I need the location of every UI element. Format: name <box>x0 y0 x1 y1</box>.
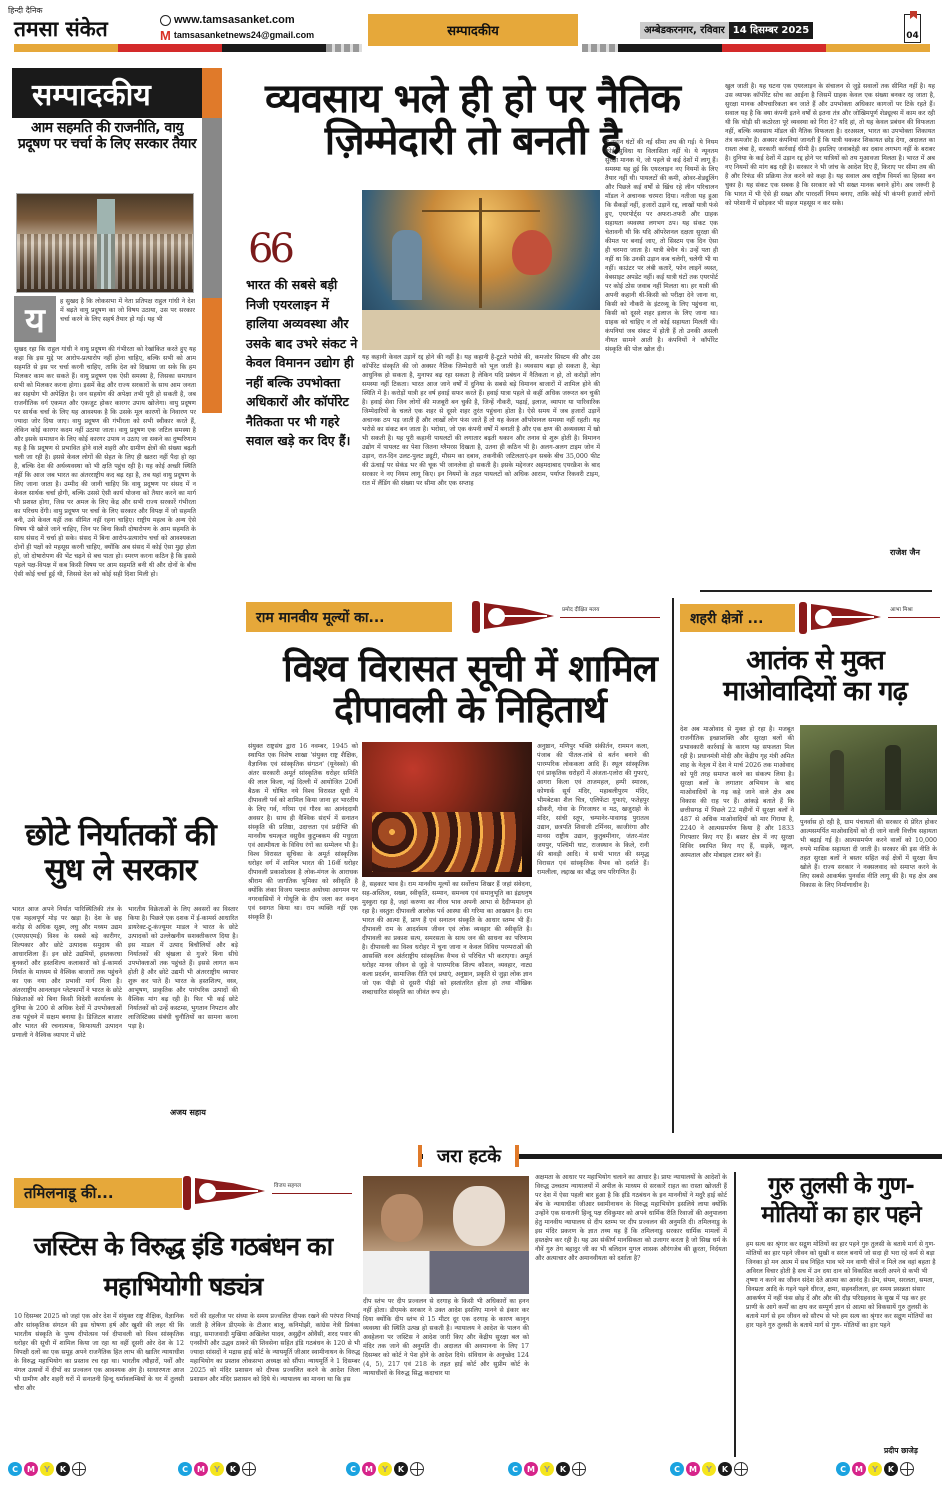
cmyk-dot-k: K <box>718 1462 732 1476</box>
cmyk-dot-c: C <box>670 1462 684 1476</box>
tamilnadu-col2: घरों की दहलीज पर संध्या के समय प्रज्वलित दीपक रखने की परंपरा निभाई जाती है लेकिन डीएमके के टीआर बालू, कनिमोझी, कांग्रेस नेत्री प्रियंका वाड्रा, समाजवादी मुखिया अखिलेश यादव, असुद्दीन ओवैसी, शरद पवार की एनसीपी और उद्धव ठाकरे की शिवसेना सहित इंडि गठबंधन के 120 से भी ज्यादा सांसदों ने मद्रास हाई कोर्ट के न्यायमूर्ति जीआर स्वामीनाथन के विरुद्ध महाभियोग का प्रस्ताव लोकसभा अध्यक्ष को सौंपा। न्यायमूर्ति ने 1 दिसम्बर 2025 को मंदिर प्रशासन को दीपक प्रज्वलित करने के आदेश जिला प्रशासन और मंदिर प्रशासन को दिये थे। न्यायालय का मानना था कि इस <box>190 1313 360 1383</box>
book-base <box>362 310 600 350</box>
cmyk-dot-k: K <box>556 1462 570 1476</box>
tulsi-author: प्रदीप छाजेड़ <box>884 1446 918 1455</box>
tagline: हिन्दी दैनिक <box>8 6 43 15</box>
cmyk-dot-m: M <box>362 1462 376 1476</box>
tamilnadu-headline: जस्टिस के विरुद्ध इंडि गठबंधन का महाभियोगी षड्यंत्र <box>33 1232 333 1302</box>
globe-icon <box>160 15 171 26</box>
cmyk-dot-k: K <box>56 1462 70 1476</box>
registration-mark-icon <box>734 1462 748 1476</box>
cmyk-dot-m: M <box>24 1462 38 1476</box>
diwali-headline: विश्व विरासत सूची में शामिल दीपावली के निहितार्थ <box>283 647 657 732</box>
lead-col3: खुल जाती है। यह घटना एक एयरलाइन के संचालन से जुड़े सवालों तक सीमित नहीं है। यह उस व्यापक कॉर्पोरेट सोच का आईना है जिसमें ग्राहक केवल एक संख्या बनकर रह जाता है, सुरक्षा मानक औपचारिकता बन जाते हैं और उपभोक्ता अधिकार कागजों पर टिके रहते हैं। सवाल यह है कि क्या कंपनी इतने वर्षों से इतना तंत्र और जोखिमपूर्ण शेड्यूल्स में काम कर रही थी कि थोड़ी सी कठोरता पूरे व्यवस्था को गिरा दे? यदि हां, तो यह केवल प्रबंधन की विफलता नहीं, बल्कि व्यवसाय मॉडल की नैतिक विफलता है। दरअसल, भारत का उपभोक्ता शिकायत तंत्र कमजोर है। अक्सर कंपनियां जानती हैं कि यात्री थककर शिकायत छोड़ देगा, अदालत का रास्ता लंबा है, सरकारी कार्रवाई धीमी है। इसलिए जवाबदेही का दबाव लगभग नहीं के बराबर है। दुनिया के कई देशों में उड़ान रद्द होने पर यात्रियों को तय मुआवजा मिलता है। भारत में अब नए नियमों की मांग बढ़ रही है। सरकार ने भी जांच के आदेश दिए हैं, किराए पर सीमा तय की है और रिफंड की प्रक्रिया तेज करने को कहा है। यह सवाल अब राष्ट्रीय विमर्श का हिस्सा बन चुका है। यह संकट एक सबक है कि सरकार को भी सख्त मानक बनाने होंगे। अब जरूरी है कि भारत में भी ऐसे ही सख्त और पारदर्शी नियम बनाए, ताकि कोई भी कंपनी हजारों लोगों को परेशानी में छोड़कर भी सहज महसूस न कर सके। <box>725 83 935 207</box>
cmyk-dot-c: C <box>178 1462 192 1476</box>
exporters-headline: छोटे निर्यातकों की सुध ले सरकार <box>25 817 216 888</box>
byline-rule <box>272 1193 352 1194</box>
quote-mark: 66 <box>248 226 291 272</box>
cmyk-dot-y: Y <box>868 1462 882 1476</box>
lead-author: राजेश जैन <box>890 547 920 557</box>
cmyk-dot-c: C <box>508 1462 522 1476</box>
pen-nib-icon <box>799 602 889 634</box>
cmyk-group <box>670 1462 748 1476</box>
zara-hatke-label: जरा हटके <box>423 1143 515 1169</box>
tamilnadu-col4: अक्षमता के आधार पर महाभियोग चलाने का आधार है। प्रायः न्यायालयों के आदेशों के विरुद्ध उच्चतम न्यायालयों में अपील के माध्यम से सरकारें राहत का रास्ता खोजती हैं पर देश में ऐसा पहली बार हुआ है कि इंडि गठबंधन के इन माननीयों ने मदुरै हाई कोर्ट बेंच के न्यायाधीश जीआर स्वामीनाथन के विरुद्ध महाभियोग इसलिये लाया क्योंकि उन्होंने एक सनातनी हिन्दू पक्ष रविकुमार को अपने धार्मिक रीति रिवाजों की अनुपालना हेतु मानवीय न्यायालय से दीप स्तम्भ पर दीप प्रज्वलन की अनुमति दी। तमिलनाडु के इस मंदिर प्रकरण के ज्ञात तथ्य यह हैं कि तमिलनाडु सरकार धार्मिक मामलों में हस्तक्षेप कर रही है। यह उस संकीर्ण मानसिकता को उजागर करता है जो सिख धर्म के नौवें गुरु तेग बहादुर जी का भी बलिदान मुगल शासक औरंगजेब की क्रूरता, निर्दयता और अत्याचार और अमानवीयता को दर्शाता है? <box>535 1174 727 1262</box>
dropcap: य <box>14 296 56 342</box>
maoist-kicker: शहरी क्षेत्रों ... <box>680 604 795 632</box>
stripe-gold-right <box>826 44 930 52</box>
editorial-lead: ह सुखद है कि लोकसभा में नेता प्रतिपक्ष राहुल गांधी ने देश में बढ़ते वायु प्रदूषण का जो विषय उठाया, उस पर सरकार चर्चा करने के लिए सहर्ष तैयार हो गई। यह भी <box>60 298 195 323</box>
stripe-black <box>222 44 326 52</box>
registration-mark-icon <box>72 1462 86 1476</box>
page-number <box>904 14 921 43</box>
editorial-headline: आम सहमति की राजनीति, वायु प्रदूषण पर चर्चा के लिए सरकार तैयार <box>17 120 197 153</box>
grey-accent-bar <box>202 118 222 298</box>
parliament-photo <box>16 193 194 293</box>
orange-bracket-left <box>418 1145 422 1167</box>
cmyk-dot-y: Y <box>40 1462 54 1476</box>
lead-headline: व्यवसाय भले ही हो पर नैतिक ज़िम्मेदारी तो बनती है <box>265 76 680 164</box>
tamilnadu-byline: विजय सहगल <box>274 1183 301 1189</box>
byline-rule <box>560 617 660 618</box>
heart-shape <box>512 230 552 275</box>
diwali-col3: अनुष्ठान, मणिपुर भक्ति संकीर्तन, राममन कला, पंजाब की पीतल-तांबे से बर्तन बनाने की पारम्परिक लोककला आदि हैं। स्थूल सांस्कृतिक एवं प्राकृतिक धरोहरों में अंजता-एलोरा की गुफाएं, आगरा किला एवं ताजमहल, हम्पी स्मारक, कोणार्क सूर्य मंदिर, महाबलीपुरम मंदिर, भीमबेटका शैल चित्र, एलिफेंटा गुफाएं, फतेहपुर सीकरी, गोवा के गिरजाघर व मठ, खजुराहो के मंदिर, सांची स्तूप, चम्पानेर-पावागढ़ पुरातत्व उद्यान, छत्रपति शिवाजी टर्मिनस, काजीरंगा और मानस राष्ट्रीय उद्यान, कुतुबमीनार, जंतर-मंतर जयपुर, पश्चिमी घाट, राजस्थान के किले, रानी की बावड़ी आदि। ये सभी भारत की समृद्ध विरासत एवं सांस्कृतिक वैभव को दर्शाते हैं। रामलीला, लद्दाख का बौद्ध जप परिगणित हैं। <box>537 743 649 876</box>
exporters-col2: भारतीय विक्रेताओं के लिए अवसरों का विस्तार किया है। पिछले एक दशक में ई-कामर्स आधारित डायरेक्ट-टू-कंज्यूमर माडल ने भारत के छोटे उत्पादकों को उल्लेखनीय सशक्तीकरण दिया है। इस माडल में उत्पाद बिचौलियों और बड़े निर्यातकों की श्रृंखला से गुजरे बिना सीधे उपभोक्ताओं तक पहुंचते हैं। इससे लागत कम होती है और छोटे उद्यमी भी अंतरराष्ट्रीय व्यापार शुरू कर पाते हैं। भारत के हस्तशिल्प, वस्त्र, आभूषण, प्राकृतिक और पारंपरिक उत्पादों की वैश्विक मांग बढ़ रही है। फिर भी कई छोटे निर्यातकों को उन्हें कस्टम्स, भुगतान निपटान और लाजिस्टिक्स संबंधी चुनौतियों का सामना करना पड़ा है। <box>128 906 238 1030</box>
column-rule <box>672 598 674 1133</box>
cmyk-group <box>346 1462 424 1476</box>
maoist-col2: पुनर्वास हो रही है, ग्राम पंचायतों की सरकार से प्रेरित होकर आत्मसमर्पित माओवादियों को दी जाने वाली वित्तीय सहायता भी बढ़ाई गई है। आत्मसमर्पण करने वालों को 10,000 रुपये मासिक सहायता दी जाती है। सरकार की इस नीति के तहत सुरक्षा बलों ने बस्तर सहित कई क्षेत्रों में सुरक्षा कैंप खोले हैं। राज्य सरकार ने नक्सलवाद को समाप्त करने के लिए सबसे आकर्षक पुनर्वास नीति लागू की है। यह क्षेत्र अब विकास के लिए निर्माणाधीन है। <box>800 819 937 889</box>
page-number-text: 04 <box>906 31 919 41</box>
cmyk-dot-k: K <box>394 1462 408 1476</box>
section-tab: सम्पादकीय <box>368 14 578 46</box>
issue-date: 14 दिसम्बर 2025 <box>729 22 813 39</box>
registration-mark-icon <box>410 1462 424 1476</box>
soldier-1 <box>830 750 844 810</box>
tulsi-headline: गुरु तुलसी के गुण-मोतियों का हार पहने <box>761 1173 921 1228</box>
place-day: अम्बेडकरनगर, रविवार <box>640 22 729 39</box>
stripe-red-right <box>722 44 826 52</box>
tamilnadu-col1: 10 दिसम्बर 2025 को जहां एक ओर देश में संयुक्त राष्ट्र शैक्षिक, वैज्ञानिक और सांस्कृतिक संगठन की इस घोषणा हर्ष और खुशी की लहर थी कि भारतीय संस्कृति के पुण्य दीपोत्सव पर्व दीपावली को विश्व सांस्कृतिक धरोहर की सूची में शामिल किया जा रहा था वहीं दूसरी ओर देश के 12 विपक्षी दलों का एक समूह अपने राजनैतिक हित लाभ की खातिर न्यायाधीश के विरुद्ध महाभियोग का प्रस्ताव रच रहा था। भारतीय त्यौहारों, पर्वों और मंगल उत्सवों में दीपों का प्रज्वलन एक आवश्यक अंग है। साधारणतः आज भी ग्रामीण और शहरी घरों में सनातनी हिन्दू धर्मावलम्बियों के घर में तुलसी चौरा और <box>14 1313 184 1392</box>
column-rule-bottom <box>734 1172 736 1457</box>
tamilnadu-col3: दीप स्तंभ पर दीप प्रज्वलन से दरगाह के किसी भी अधिकारों का हनन नहीं होता। डीएमके सरकार ने उक्त आदेश इसलिए मानने से इंकार कर दिया क्योंकि दीप स्तंभ से 15 मीटर दूर एक दरगाह के कारण कानून व्यवस्था की स्थिति उत्पन्न हो सकती है। न्यायालय ने आदेश के पालन की अवहेलना पर जस्टिस ने आदेश जारी किए और केंद्रीय सुरक्षा बल को मंदिर तक जाने की अनुमति दी। अदालत की अवमानना के लिए 17 दिसम्बर को कोर्ट ने पेश होने के आदेश दिये। संविधान के अनुच्छेद 124 (4, 5), 217 एवं 218 के तहत हाई कोर्ट और सुप्रीम कोर्ट के न्यायाधीशों के विरुद्ध सिद्ध कदाचार या <box>363 1298 529 1377</box>
exporters-author: अजय सहाय <box>170 1107 206 1117</box>
cmyk-dot-c: C <box>8 1462 22 1476</box>
attire <box>363 1251 529 1294</box>
pen-nib-icon <box>472 601 562 633</box>
cmyk-dot-y: Y <box>540 1462 554 1476</box>
diyas <box>372 812 522 872</box>
orange-bracket-right <box>515 1145 519 1167</box>
cmyk-dot-c: C <box>836 1462 850 1476</box>
maoist-byline: आभा मिश्रा <box>890 607 913 613</box>
masthead <box>0 0 945 54</box>
cmyk-group <box>178 1462 256 1476</box>
diwali-byline: प्रमोद दीक्षित मलय <box>562 607 600 613</box>
justice-figure <box>392 230 422 300</box>
registration-mark-icon <box>900 1462 914 1476</box>
registration-mark-icon <box>572 1462 586 1476</box>
cmyk-dot-k: K <box>226 1462 240 1476</box>
stripe-black-right <box>618 44 722 52</box>
ethics-illustration <box>362 190 600 350</box>
maoist-headline: आतंक से मुक्त माओवादियों का गढ़ <box>723 645 907 708</box>
cmyk-dot-k: K <box>884 1462 898 1476</box>
pen-nib-icon <box>183 1176 273 1210</box>
tulsi-poem: हम सत्य का श्रृंगार कर सद्गुण मोतियों का हार पहने गुरु तुलसी के बताये मार्ग से गुण- मोतियों का हार पहने जीवन को सुखी व सरल बनायें जो सदा ही भरा रहे कर्म से बड़ा जिनका हो मन आत्म में सब निहित भाव भरे मन वाणी चीजें न मिले तब वहां बहता है अविरल विचार होती है सच में उन दया दान को विकसित करती अपने से कभी भी तृष्णा न करने का जीवन संदेश देते आत्मा का आनंद है। प्रेम, संयम, सरलता, समता, विनम्रता आदि के गहने पहने धीरज, क्षमा, सहनशीलता, हर समय प्रसन्नता संसार आकर्षण में नहीं फंस छोड़ दें और और की दौड़ परिग्रहवाद के सुख में पड़ कर हर प्राणी के आगे कर्मों का क्षय कर सम्पूर्ण ज्ञान से आत्मा को विकसायें गुरु तुलसी के बताये मार्ग से हम जीवन को सौरभ से भरे हम सत्य का श्रृंगार कर सद्गुण मोतियों का हार पहने गुरु तुलसी के बताये मार्ग से गुण- मोतियों का हार पहने <box>746 1241 936 1329</box>
diwali-col1: संयुक्त राष्ट्रसंघ द्वारा 16 नवम्बर, 1945 को स्थापित एक विशेष शाखा 'संयुक्त राष्ट्र शैक्षिक, वैज्ञानिक एवं सांस्कृतिक संगठन' (यूनेस्को) की अंतर सरकारी अमूर्त सांस्कृतिक धरोहर समिति की लाल किला, नई दिल्ली में आयोजित 20वीं बैठक में घोषित नये विश्व विरासत सूची में दीपावली पर्व को शामिल किया जाना हर भारतीय के लिए गर्व, गरिमा एवं गौरव का आनंददायी अवसर है। साथ ही वैश्विक संदर्भ में सनातन संस्कृति की प्रतिष्ठा, उदात्तता एवं प्रदीप्ति की मानवीय चमत्कृत वसुधैव कुटुम्बकम की मधुरता एवं आत्मीयता के विविध रंगों का सम्मेलन भी है। विश्व विरासत सूचिका के अमूर्त सांस्कृतिक धरोहर वर्ग में शामिल भारत की 16वीं धरोहर दीपावली प्रकाशोत्सव है लोक-मंगल के आराधक श्रीराम की जागतिक भूमिका को स्वीकृति है क्योंकि लंका विजय पश्चात अयोध्या आगमन पर नगरवासियों ने गोधूलि के दीप जला कर वन्दन एवं स्वागत किया था। राम व्यक्ति नहीं एक संस्कृति हैं। <box>248 743 358 921</box>
stripe-gold <box>14 44 118 52</box>
parliament-leaders-photo <box>363 1176 529 1294</box>
cmyk-group <box>8 1462 86 1476</box>
cmyk-dot-m: M <box>194 1462 208 1476</box>
divider-line <box>700 590 932 592</box>
orange-accent-bar-lower <box>202 298 222 413</box>
cmyk-group <box>508 1462 586 1476</box>
lead-col2: में उड़ान घंटों की नई सीमा तय की गई। ये नियम कोई सुविधा या विलासिता नहीं थे। ये न्यूनतम सुरक्षा मानक थे, जो पहले से कई देशों में लागू हैं। समस्या यह हुई कि एयरलाइन नए नियमों के लिए तैयार नहीं थी। पायलटों की कमी, ओवर-शेड्यूलिंग और पिछले कई वर्षों से खिंच रहे लीन परिचालन मॉडल ने अचानक चरमरा दिया। नतीजा यह हुआ कि सैकड़ों नहीं, हजारों उड़ानें रद्द, लाखों यात्री फंसे हुए, एयरपोर्ट्स पर अफरा-तफरी और ग्राहक सहायता व्यवस्था लगभग ठप। यह संकट एक चेतावनी थी कि यदि ऑपरेशनल दक्षता सुरक्षा की कीमत पर बनाई जाए, तो सिस्टम एक दिन ऐसा ही चरमरा जाता है। यात्री बेचैन थे। उन्हें पता ही नहीं था कि उनकी उड़ान कब चलेगी, चलेगी भी या नहीं। काउंटर पर लंबी कतारें, फोन लाइनें व्यस्त, वेबसाइट अपडेट नहीं। कई यात्री घंटों तक एयरपोर्ट पर कोई ठोस जवाब नहीं मिलता था। हर यात्री की अपनी कहानी थी-किसी को परीक्षा देने जाना था, किसी को नौकरी के इंटरव्यू के लिए पहुंचना था, किसी को दूसरे शहर इलाज के लिए जाना था। ग्राहक को चाहिए न तो कोई सहायता मिलती थी। कंपनियां जब संकट में होती हैं तो उनकी असली नीयत सामने आती है। कंपनियों ने कॉर्पोरेट संस्कृति की पोल खोल दी। <box>605 139 718 353</box>
crowd <box>17 234 193 289</box>
cmyk-dot-m: M <box>852 1462 866 1476</box>
person-1-face <box>381 1194 423 1242</box>
email-link[interactable]: tamsasanketnews24@gmail.com <box>173 30 315 40</box>
maoist-col1: देश अब माओवाद से मुक्त हो रहा है। मजबूत राजनीतिक इच्छाशक्ति और सुरक्षा बलों की प्रभावकारी कार्रवाई के कारण यह सफलता मिल रही है। प्रधानमंत्री मोदी और केंद्रीय गृह मंत्री अमित शाह के नेतृत्व में देश ने मार्च 2026 तक माओवाद को पूरी तरह समाप्त करने का संकल्प लिया है। सुरक्षा बलों के लगातार अभियान के बाद माओवादियों के गढ़ कहे जाने वाले क्षेत्र अब विकास की राह पर हैं। आंकड़े बताते हैं कि छत्तीसगढ़ में पिछले 22 महीनों में सुरक्षा बलों ने 487 से अधिक माओवादियों को मार गिराया है, 2240 ने आत्मसमर्पण किया है और 1833 गिरफ्तार किए गए हैं। बस्तर क्षेत्र में नए सुरक्षा शिविर स्थापित किए गए हैं, सड़कें, स्कूल, अस्पताल और मोबाइल टावर बने हैं। <box>680 726 794 859</box>
cmyk-group <box>836 1462 914 1476</box>
security-forces-photo <box>800 725 937 815</box>
tamilnadu-kicker: तमिलनाडू की... <box>14 1178 182 1208</box>
cmyk-dot-y: Y <box>702 1462 716 1476</box>
diya-photo <box>362 742 532 877</box>
website-row <box>160 14 295 27</box>
registration-mark-icon <box>242 1462 256 1476</box>
cmyk-dot-m: M <box>524 1462 538 1476</box>
gmail-icon: M <box>160 28 171 43</box>
editorial-body: सुखद रहा कि राहुल गांधी ने वायु प्रदूषण की गंभीरता को रेखांकित करते हुए यह कहा कि इस मुद्दे पर आरोप-प्रत्यारोप नहीं होना चाहिए, बल्कि सभी को आम सहमति से इस पर चर्चा करनी चाहिए, ताकि देश को दिखाया जा सके कि हम मिलकर काम कर सकते हैं। वायु प्रदूषण एक ऐसी समस्या है, जिसका समाधान सभी को मिलकर करना होगा। इसमें केंद्र और राज्य सरकारों के साथ आम जनता का सहयोग भी अपेक्षित है। जन सहयोग की अपेक्षा तभी पूरी हो सकती है, जब राजनीतिक वर्ग एकमत और एकजुट होकर कारगर उपाय खोजेगा। वायु प्रदूषण पर सार्थक चर्चा के लिए यह आवश्यक है कि उसके मूल कारणों के निवारण पर ज्यादा जोर दिया जाए। वायु प्रदूषण की गंभीरता को सभी स्वीकार करते हैं, लेकिन कोई कारगर कदम नहीं उठाया जाता। वायु प्रदूषण एक जटिल समस्या है और इसके समाधान के लिए कोई कारगर उपाय न उठाए जा सकने का दुष्परिणाम यह है कि प्रदूषण से प्रभावित होने वाले शहरी और ग्रामीण क्षेत्रों की संख्या बढ़ती चली जा रही है। इससे केवल लोगों की सेहत के लिए ही खतरा नहीं पैदा हो रहा है, बल्कि देश की अर्थव्यवस्था को भी क्षति पहुंच रही है। यह कोई अच्छी स्थिति नहीं कि आज जब भारत का अंतरराष्ट्रीय कद बढ़ रहा है, तब यहां वायु प्रदूषण के लिए जाना जाता है। उम्मीद की जानी चाहिए कि वायु प्रदूषण पर संसद में न केवल सार्थक चर्चा होगी, बल्कि उससे ऐसी कार्य योजना को तैयार करने का मार्ग भी प्रशस्त होगा, जिस पर अमल के लिए केंद्र और सभी राज्य सरकारें गंभीरता का परिचय देंगी। वायु प्रदूषण पर चर्चा के लिए सरकार और विपक्ष में जो सहमति बनी, उसे केवल यहीं तक सीमित नहीं रहना चाहिए। राष्ट्रीय महत्व के अन्य ऐसे विषय भी खोजे जाने चाहिए, जिन पर बिना किसी दोषारोपण के आम सहमति के साथ संसद में चर्चा हो सके। संसद में बिना आरोप-प्रत्यारोप चर्चा को आवश्यकता दोनों ही पक्षों को महसूस करनी चाहिए, क्योंकि अब संसद में कोई ऐसा मुद्दा होता हो, जो दोषारोपण की भेंट चढ़ने से बच पाता हो। स्मरण करना कठिन है कि इससे पहले पक्ष-विपक्ष में कब किसी विषय पर आम सहमति बनी थी और दोनों के बीच ऐसी कोई चर्चा हुई थी, जिससे देश को कोई सही दिशा मिली हो। <box>14 346 196 578</box>
lead-col1: यह कहानी केवल उड़ानें रद्द होने की नहीं है। यह कहानी है-टूटते भरोसे की, कमजोर सिस्टम की और उस कॉर्पोरेट संस्कृति की जो अक्सर नैतिक जिम्मेदारी को भूल जाती है। व्यवसाय बढ़ा हो सकता है, बेड़ा आधुनिक हो सकता है, मुनाफा बढ़ रहा सकता है लेकिन यदि प्रबंधन में नैतिकता न हो, तो करोड़ों लोग समस्या नहीं टिकता। भारत आज जाने वर्षों में दुनिया के सबसे बड़े विमानन बाजारों में शामिल होने की स्थिति में है। करोड़ों यात्री हर वर्ष हवाई सफर करते हैं। हवाई यात्रा पहले से कहीं अधिक जरूरत बन चुकी है। हवाई सेवा जिन लोगों की मजबूरी बन चुकी है, जिन्हें नौकरी, पढ़ाई, इलाज, व्यापार या पारिवारिक जिम्मेदारियों के चलते एक शहर से दूसरे शहर तुरंत पहुंचना होता है। ऐसे समय में जब हजारों उड़ानें अचानक ठप पड़ जाती हैं और लाखों लोग फंस जाते हैं तो यह केवल ऑपरेशनल समस्या नहीं रहती। यह भरोसे का संकट बन जाता है। भरोसा, जो एक कंपनी वर्षों में बनाती है और एक क्षण की अव्यवस्था में खो भी सकती है। यह पूरी कहानी पायलटों की लगातार बढ़ती थकान और तनाव से शुरू होती है। विमानन उद्योग में पायलट का पेशा जितना ग्लैमरस दिखता है, उतना ही कठिन भी है। अलग-अलग टाइम जोन में उड़ान, रात-दिन उलट-पुलट ड्यूटी, मौसम का दबाव, तकनीकी जटिलताएं-इन सबके बीच 35,000 फीट की ऊंचाई पर सेकंड भर की चूक भी जानलेवा हो सकती है। इसके मद्देनजर अहमदाबाद एयरक्रैश के बाद सरकार ने नए नियम लागू किए। इन नियमों के तहत पायलटों को अधिक आराम, पर्याप्त रिकवरी टाइम, रात में लैंडिंग की संख्या पर सीमा और एक सप्ताह <box>362 354 600 487</box>
website-link[interactable]: www.tamsasanket.com <box>174 14 295 26</box>
stripe-red <box>118 44 222 52</box>
editorial-label: सम्पादकीय <box>12 68 202 118</box>
cmyk-dot-m: M <box>686 1462 700 1476</box>
cmyk-dot-y: Y <box>210 1462 224 1476</box>
diwali-kicker: राम मानवीय मूल्यों का... <box>246 602 452 632</box>
stripe-grey-right <box>582 44 618 52</box>
cmyk-dot-y: Y <box>378 1462 392 1476</box>
dateline <box>640 22 813 39</box>
cmyk-dot-c: C <box>346 1462 360 1476</box>
byline-rule <box>888 617 940 618</box>
email-row <box>160 29 314 42</box>
scale-pole <box>479 198 482 308</box>
diwali-col2: है, सहकार भाव है। राम मानवीय मूल्यों का सर्वोत्तम शिखर हैं जहां संवेदना, सह-अस्तित्व, सख्य, स्वीकृति, सम्मान, समन्वय एवं समानुभूति का इंद्रधनुष मुस्कुरा रहा है, जहां करुणा का नीरव भाव अपनी आभा से दैदीप्यमान हो रहा है। वस्तुतः दीपावली आलोक पर्व आस्था की गरिमा का आख्यान है। राम भारत की आत्मा हैं, प्राण हैं एवं सनातन संस्कृति के आधार स्तम्भ भी हैं। दीपावली राम के आदर्शमय जीवन एवं लोक व्यवहार की स्वीकृति है। दीपावली का प्रकाश सत्य, समरसता के साथ जन की साधना का परिणाम है। दीपावली का विश्व धरोहर में चुना जाना न केवल विविध परम्पराओं की आसक्ति वरन अंर्तराष्ट्रीय सांस्कृतिक वैभव से परिचित भी कराएगा। अमूर्त धरोहर मानव जीवन से जुड़े वे पारम्परिक शिल्प कौशल, व्यवहार, नाट्य कला प्रदर्शन, सामाजिक रीति एवं प्रथाएं, अनुष्ठान, प्रकृति से जुड़ा लोक ज्ञान जो एक पीढ़ी से दूसरी पीढ़ी को हस्तांतरित होता हो तथा मौखिक शब्दाधारित संस्कृति का जीवंत रूप हो। <box>362 881 532 996</box>
pull-quote: भारत की सबसे बड़ी निजी एयरलाइन में हालिया अव्यवस्था और उसके बाद उभरे संकट ने केवल विमानन उद्योग ही नहीं बल्कि उपभोक्ता अधिकारों और कॉर्पोरेट नैतिकता पर भी गहरे सवाल खड़े कर दिए हैं। <box>246 277 358 448</box>
soldier-2 <box>885 745 901 810</box>
exporters-col1: भारत आज अपने निर्यात पारिस्थितिकी तंत्र के एक महत्वपूर्ण मोड़ पर खड़ा है। देश के छह करोड़ से अधिक सूक्ष्म, लघु और मध्यम उद्यम (एमएसएमई) विश्व के सबसे बड़े कारीगर, शिल्पकार और छोटे उत्पादक समुदाय की आधारशिला हैं। इन छोटे उद्यमियों, हस्तकरघा बुनकरों और हस्तशिल्प कलाकारों को ई-कामर्स निर्यात के माध्यम से वैश्विक बाजारों तक पहुंचने का एक नया और प्रभावी मार्ग मिला है। अंतरराष्ट्रीय आनलाइन प्लेटफार्मों ने भारत के छोटे विक्रेताओं को बिना किसी विदेशी कार्यालय के दुनिया के 200 से अधिक देशों में उपभोक्ताओं तक पहुंचने में सक्षम बनाया है। डिजिटल बाजार और भारत की रचनात्मक, किफायती उत्पादन प्रणाली ने वैश्विक व्यापार में छोटे <box>12 906 122 1039</box>
paper-name: तमसा संकेत <box>14 17 108 41</box>
stripe-grey <box>326 44 362 52</box>
person-2-face <box>453 1186 505 1246</box>
